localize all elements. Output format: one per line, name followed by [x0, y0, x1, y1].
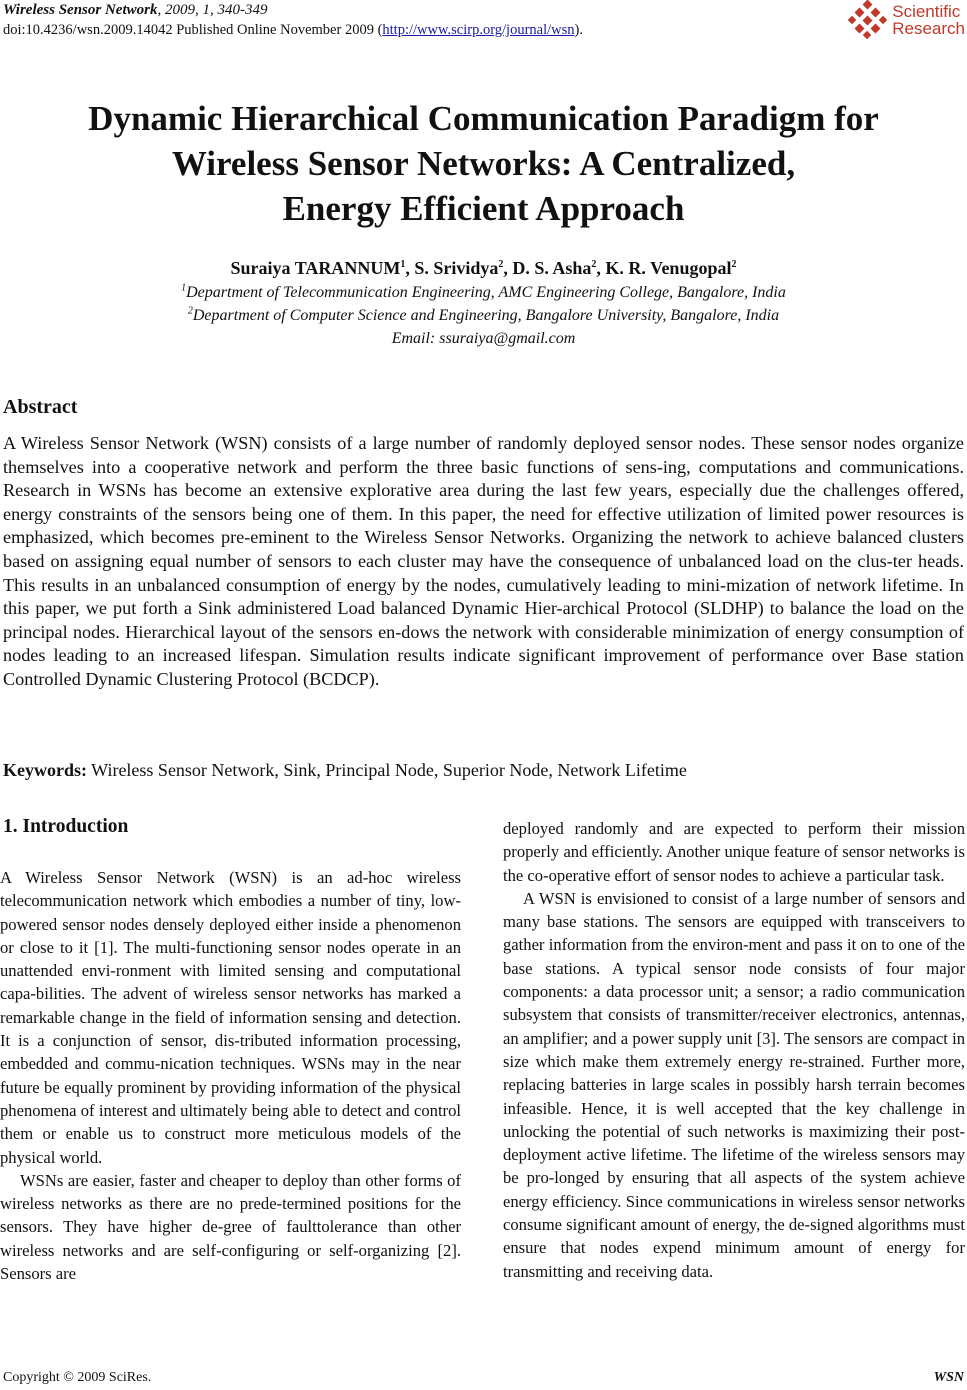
volume-info: , 2009, 1, 340-349 [157, 2, 268, 18]
logo-wordmark [892, 3, 965, 37]
journal-name: Wireless Sensor Network [3, 2, 158, 18]
publisher-logo [848, 0, 965, 40]
author-name: D. S. Asha [512, 258, 592, 278]
title-line: Dynamic Hierarchical Communication Paradigm for [88, 99, 879, 138]
author-name: Suraiya TARANNUM [230, 258, 401, 278]
title-line: Energy Efficient Approach [282, 189, 685, 228]
keywords-text: Wireless Sensor Network, Sink, Principal Node, Superior Node, Network Lifetime [87, 760, 687, 780]
author-list [0, 258, 967, 279]
author-separator: , [503, 258, 513, 278]
author-name: S. Srividya [414, 258, 499, 278]
author-affil-mark: 2 [731, 259, 737, 270]
section-heading: 1. Introduction [3, 816, 129, 837]
paragraph: A WSN is envisioned to consist of a large number of sensors and many base stations. The sensors are equipped with transceivers to gather information from the environ-ment and pass it on to one of the base stations. A typical sensor node consists of four major components: a data processor unit; a sensor; a radio communication subsystem that consists of transmitter/receiver electronics, antennas, an amplifier; and a power supply unit [3]. The sensors are compact in size which make them extremely energy re-strained. Further more, replacing batteries in large scales in possibly harsh terrain becomes infeasible. Hence, it is well accepted that the key challenge in unlocking the potential of such networks is maximizing their post-deployment active lifetime. The lifetime of the wireless sensors may be pro-longed by ensuring that all aspects of the system achieve energy efficiency. Since communications in wireless sensor networks consume significant amount of energy, the de-signed algorithms must ensure that nodes expend minimum amount of energy for transmitting and receiving data. [503, 888, 965, 1281]
keywords-line [3, 760, 687, 781]
author-separator: , [405, 258, 415, 278]
scientific-research-logo-icon [848, 0, 888, 40]
author-affil-mark: 2 [498, 259, 504, 270]
author-separator: , [596, 258, 606, 278]
title-line: Wireless Sensor Networks: A Centralized, [171, 144, 796, 183]
logo-line-1: Scientific [892, 2, 961, 21]
doi-suffix: ). [574, 22, 583, 38]
paper-title [0, 96, 967, 231]
paragraph: deployed randomly and are expected to perform their mission properly and efficiently. Another unique feature of sensor networks is the co-operative effort of sensor nodes to achieve a particular task. [503, 819, 965, 885]
paragraph: WSNs are easier, faster and cheaper to deploy than other forms of wireless networks as there are no prede-termined positions for the sensors. They have higher de-gree of faulttolerance than other wireless networks and are self-configuring or self-organizing [2]. Sensors are [0, 1170, 461, 1284]
right-column [503, 817, 965, 1283]
author-affil-mark: 1 [400, 259, 406, 270]
left-column [0, 866, 461, 1285]
journal-abbreviation: WSN [933, 1370, 964, 1385]
journal-url-link[interactable]: http://www.scirp.org/journal/wsn [382, 22, 575, 38]
email-line [0, 330, 967, 348]
paragraph: A Wireless Sensor Network (WSN) is an ad-hoc wireless telecommunication network which embodies a number of tiny, low-powered sensor nodes densely deployed either inside a phenomenon or close to it [1]. The multi-functioning sensor nodes operate in an unattended envi-ronment with limited sensing and computational capa-bilities. The advent of wireless sensor networks has marked a remarkable change in the field of information sensing and detection. It is a conjunction of sensor, dis-tributed information processing, embedded and commu-nication techniques. WSNs may in the near future be equally prominent by providing information of the physical phenomena of interest and ultimately being able to detect and control them or enable us to construct more meticulous models of the physical world. [0, 868, 461, 1167]
abstract-text: A Wireless Sensor Network (WSN) consists of a large number of randomly deployed sensor nodes. These sensor nodes organize themselves into a cooperative network and perform the three basic functions of sens-ing, computations and communications. Research in WSNs has become an extensive explorative area during the last few years, especially due the challenges offered, energy constraints of the sensors being one of them. In this paper, the need for effective utilization of limited power resources is emphasized, which becomes pre-eminent to the Wireless Sensor Networks. Organizing the network to achieve balanced clusters based on assigning equal number of sensors to each cluster may have the consequence of unbalanced load on the clus-ter heads. This results in an unbalanced consumption of energy by the nodes, cumulatively leading to mini-mization of network lifetime. In this paper, we put forth a Sink administered Load balanced Dynamic Hier-archical Protocol (SLDHP) to balance the load on the principal nodes. Hierarchical layout of the sensors en-dows the network with considerable minimization of energy consumption of nodes leading to an increased lifespan. Simulation results indicate significant improvement of performance over Base station Controlled Dynamic Clustering Protocol (BCDCP). [3, 433, 964, 689]
doi-line [3, 22, 583, 39]
affil-mark: 2 [187, 305, 193, 317]
affil-mark: 1 [181, 282, 187, 294]
abstract-heading: Abstract [3, 396, 78, 418]
affiliation-2 [0, 307, 967, 325]
email-label: Email [391, 330, 430, 347]
keywords-label: Keywords: [3, 760, 87, 780]
author-name: K. R. Venugopal [605, 258, 732, 278]
logo-line-2: Research [892, 19, 965, 38]
journal-citation [3, 2, 267, 19]
affiliation-1 [0, 284, 967, 302]
email-address: : ssuraiya@gmail.com [429, 330, 576, 347]
doi-text: doi:10.4236/wsn.2009.14042 Published Online November 2009 ( [3, 22, 383, 38]
author-affil-mark: 2 [591, 259, 597, 270]
affil-text: Department of Telecommunication Engineering, AMC Engineering College, Bangalore, India [186, 284, 786, 301]
affil-text: Department of Computer Science and Engineering, Bangalore University, Bangalore, India [192, 307, 780, 324]
copyright-notice: Copyright © 2009 SciRes. [3, 1370, 152, 1385]
